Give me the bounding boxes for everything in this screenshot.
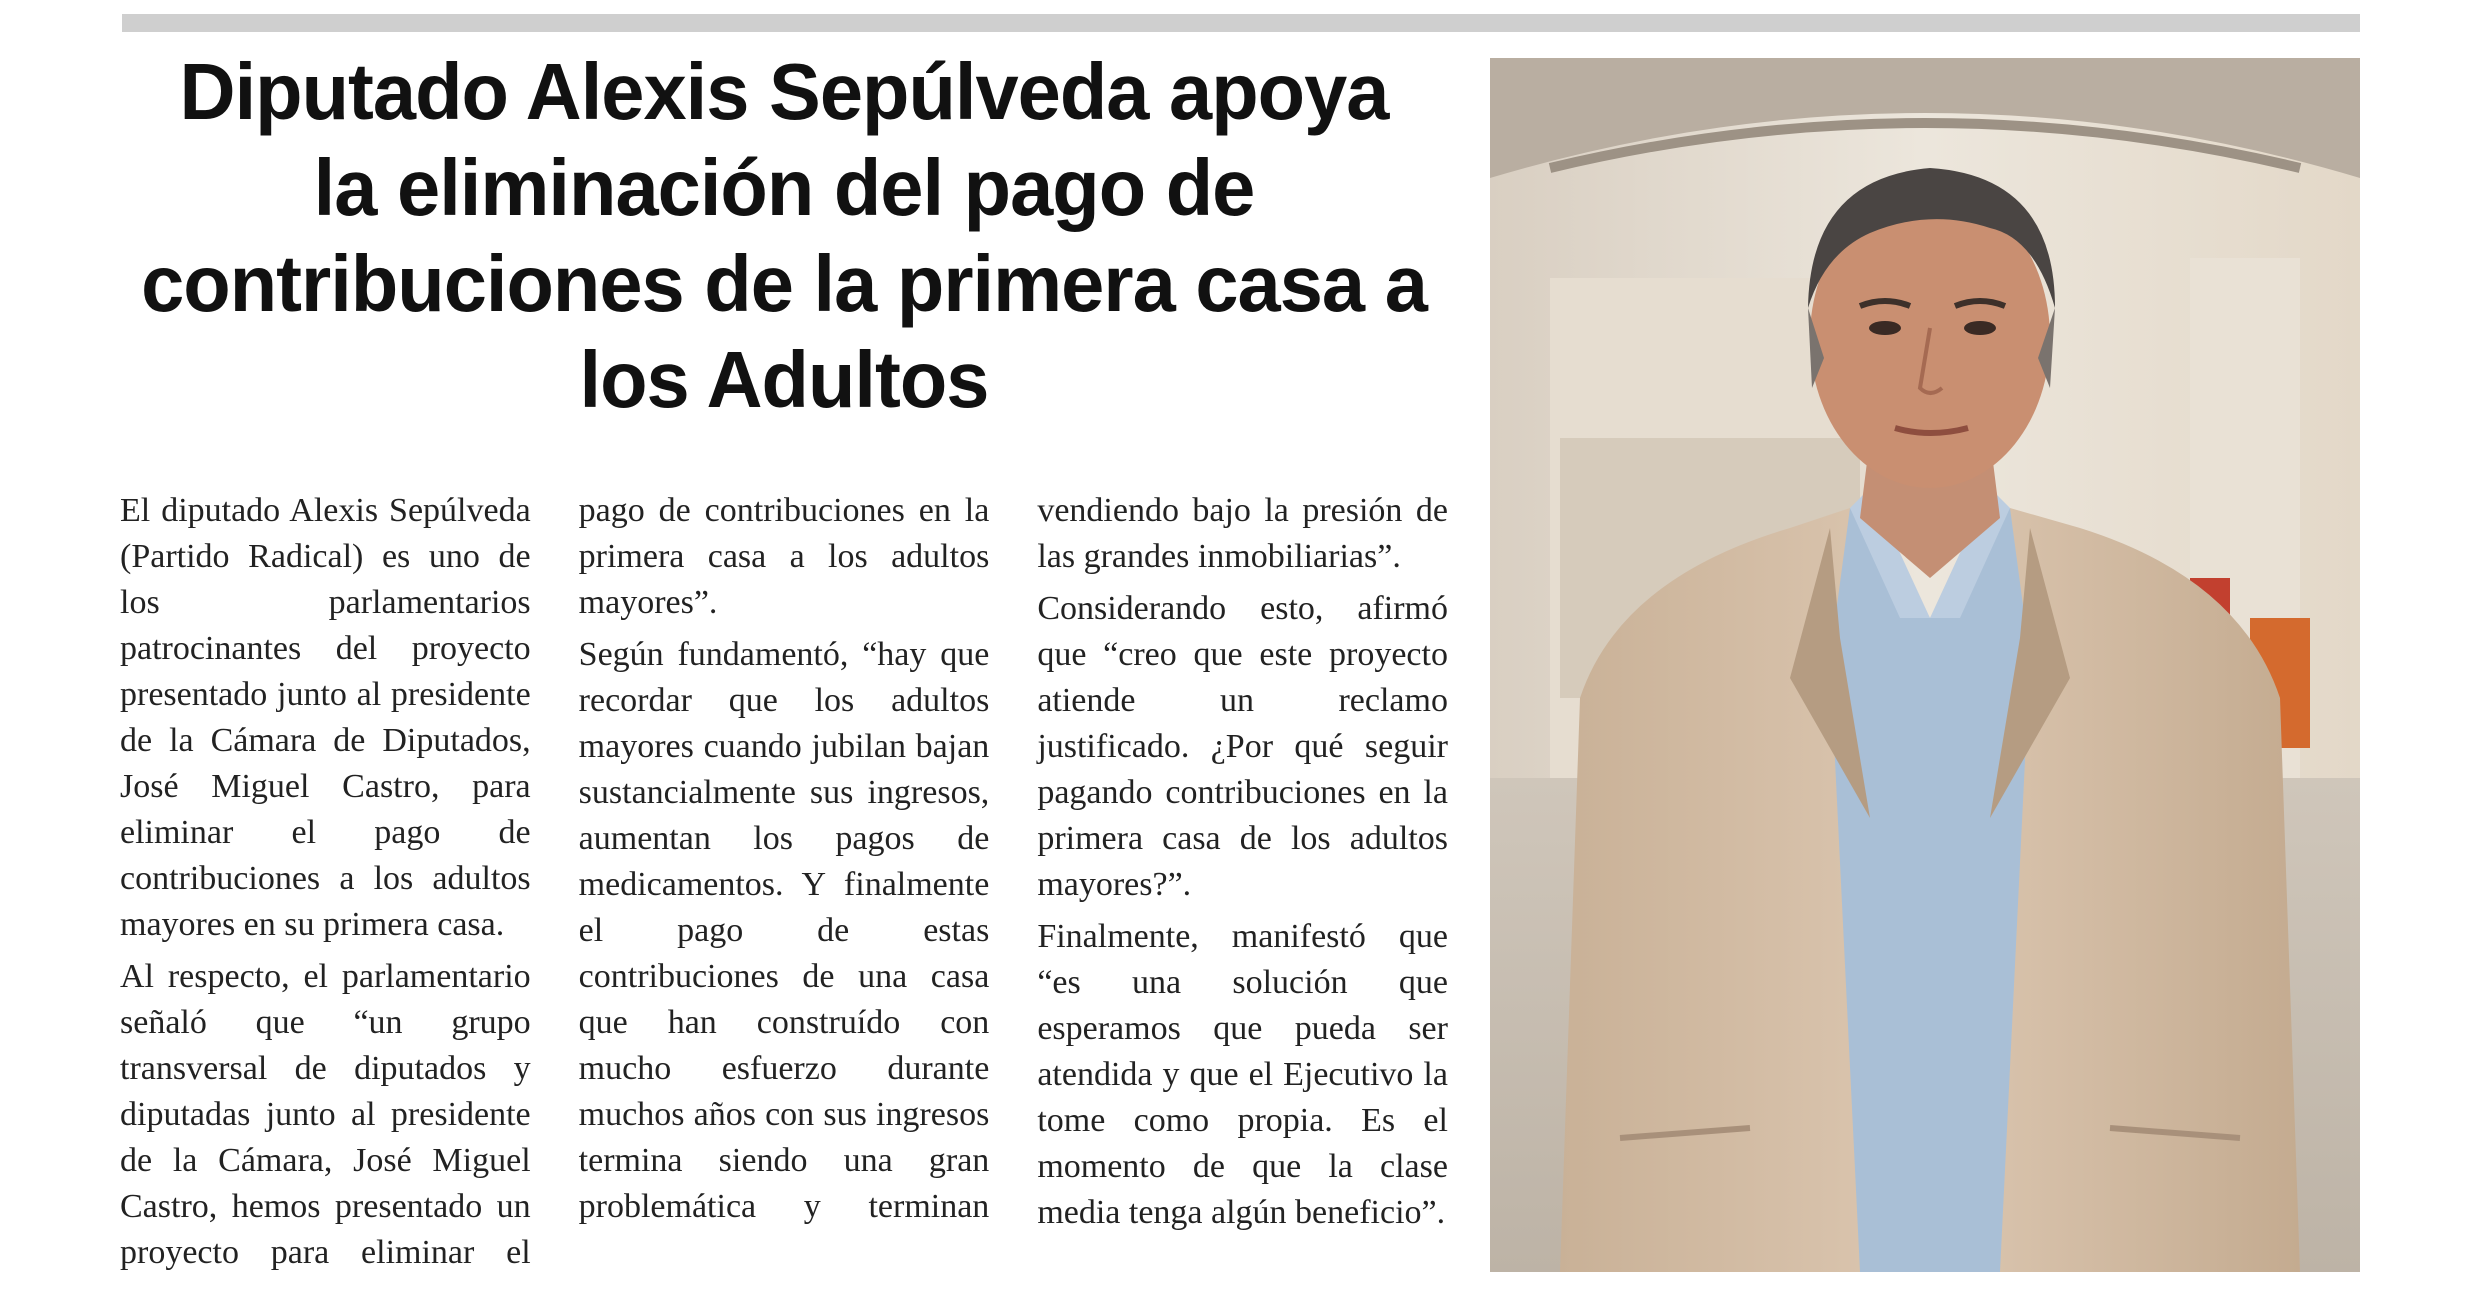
portrait-photo xyxy=(1490,58,2360,1272)
paragraph-3: Según fundamentó, “hay que recordar que los adultos mayores cuando jubilan bajan sustancialmente sus ingresos, aumentan los pagos de medicamentos. Y finalmente el pago de estas contribuciones de una casa que han construído con mucho esfuerzo durante muchos años con sus ingresos termina siendo una gran problemática y terminan vendiendo bajo la presión de las grandes inmobiliarias”. xyxy=(578,492,1448,1225)
paragraph-1: El diputado Alexis Sepúlveda (Partido Radical) es uno de los parlamentarios patrocinantes del proyecto presentado junto al presidente de la Cámara de Diputados, José Miguel Castro, para eliminar el pago de contribuciones a los adultos mayores en su primera casa. xyxy=(120,492,531,943)
portrait-illustration xyxy=(1490,58,2360,1272)
paragraph-4: Considerando esto, afirmó que “creo que este proyecto atiende un reclamo justificado. ¿Por qué seguir pagando contribuciones en la primera casa de los adultos mayores?”. xyxy=(1037,590,1448,903)
paragraph-2: Al respecto, el parlamentario señaló que “un grupo transversal de diputados y diputadas junto al presidente de la Cámara, José Miguel Castro, hemos presentado un proyecto para eliminar el pago de contribuciones en la primera casa a los adultos mayores”. xyxy=(120,492,990,1271)
paragraph-5: Finalmente, manifestó que “es una solución que esperamos que pueda ser atendida y que el Ejecutivo la tome como propia. Es el momento de que la clase media tenga algún beneficio”. xyxy=(1037,918,1448,1231)
article-body xyxy=(120,488,1448,1288)
headline: Diputado Alexis Sepúlveda apoya la eliminación del pago de contribuciones de la primera casa a los Adultos xyxy=(141,47,1427,424)
top-rule xyxy=(122,14,2360,32)
